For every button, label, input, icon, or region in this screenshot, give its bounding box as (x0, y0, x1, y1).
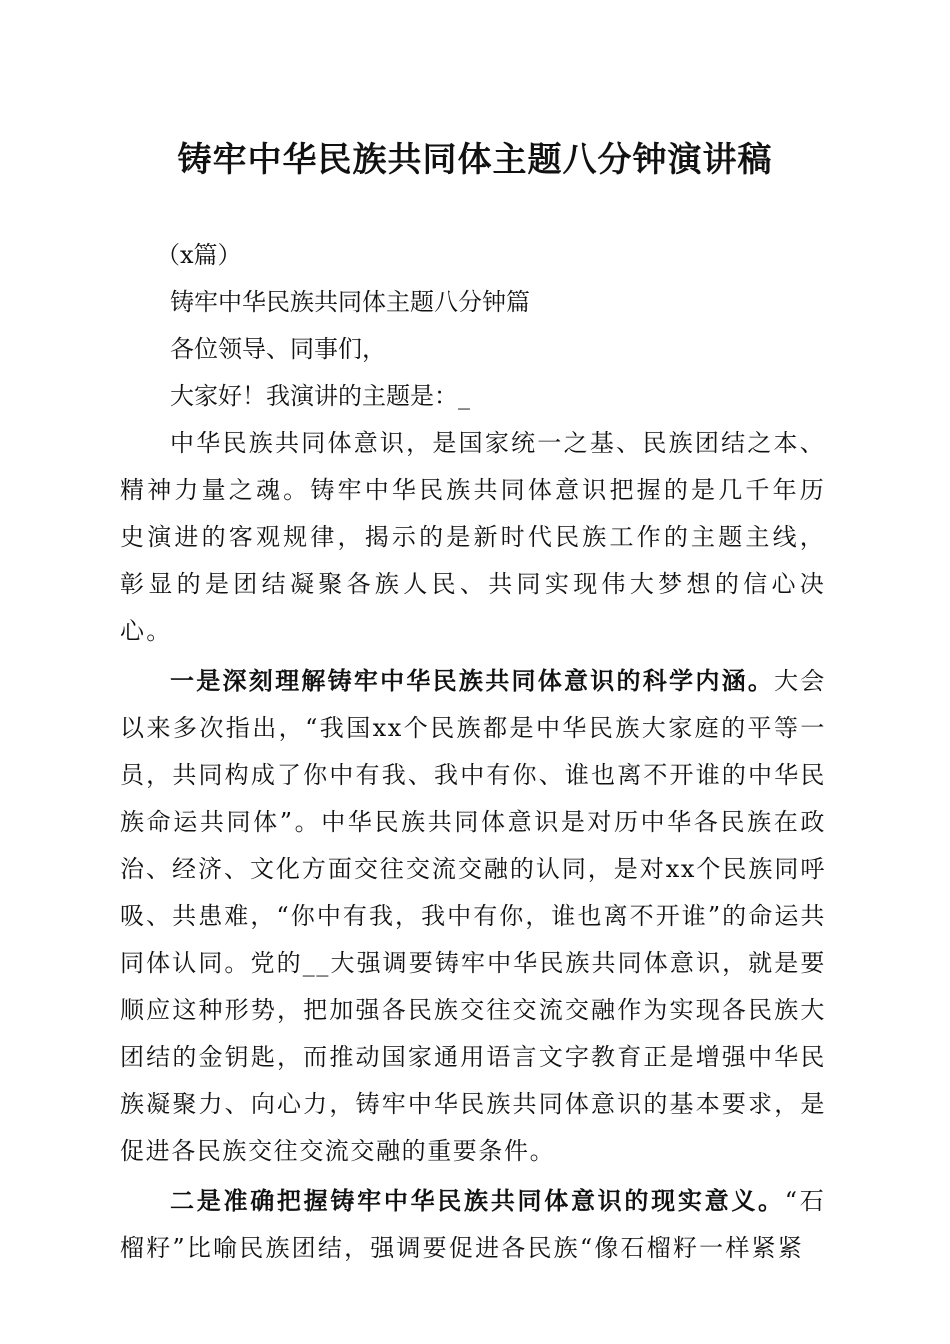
paragraph-point-two-lead: 二是准确把握铸牢中华民族共同体意识的现实意义。 (170, 1186, 785, 1215)
paragraph-point-two-text: “石榴籽”比喻民族团结，强调要促进各民族“像石榴籽一样紧紧 (120, 1187, 826, 1262)
salutation: 各位领导、同事们， (170, 335, 386, 363)
document-note: （x篇） (156, 241, 242, 269)
paragraph-intro (120, 420, 826, 655)
paragraph-point-two (120, 1177, 826, 1272)
paragraph-point-one-text: 大会以来多次指出，“我国xx个民族都是中华民族大家庭的平等一员，共同构成了你中有我、我中有你、谁也离不开谁的中华民族命运共同体”。中华民族共同体意识是对历中华各民族在政治、经济、文化方面交往交流交融的认同，是对xx个民族同呼吸、共患难，“你中有我，我中有你，谁也离不开谁”的命运共同体认同。党的__大强调要铸牢中华民族共同体意识，就是要顺应这种形势，把加强各民族交往交流交融作为实现各民族大团结的金钥匙，而推动国家通用语言文字教育正是增强中华民族凝聚力、向心力，铸牢中华民族共同体意识的基本要求，是促进各民族交往交流交融的重要条件。 (120, 667, 826, 1165)
paragraph-point-one (120, 657, 826, 1175)
document-title: 铸牢中华民族共同体主题八分钟演讲稿 (177, 140, 773, 180)
greeting: 大家好！我演讲的主题是：_ (170, 382, 470, 410)
document-subtitle: 铸牢中华民族共同体主题八分钟篇 (170, 288, 530, 316)
document-body (120, 232, 826, 1272)
paragraph-intro-text: 中华民族共同体意识，是国家统一之基、民族团结之本、精神力量之魂。铸牢中华民族共同体意识把握的是几千年历史演进的客观规律，揭示的是新时代民族工作的主题主线，彰显的是团结凝聚各族人民、共同实现伟大梦想的信心决心。 (120, 429, 826, 645)
paragraph-point-one-lead: 一是深刻理解铸牢中华民族共同体意识的科学内涵。 (170, 666, 775, 695)
